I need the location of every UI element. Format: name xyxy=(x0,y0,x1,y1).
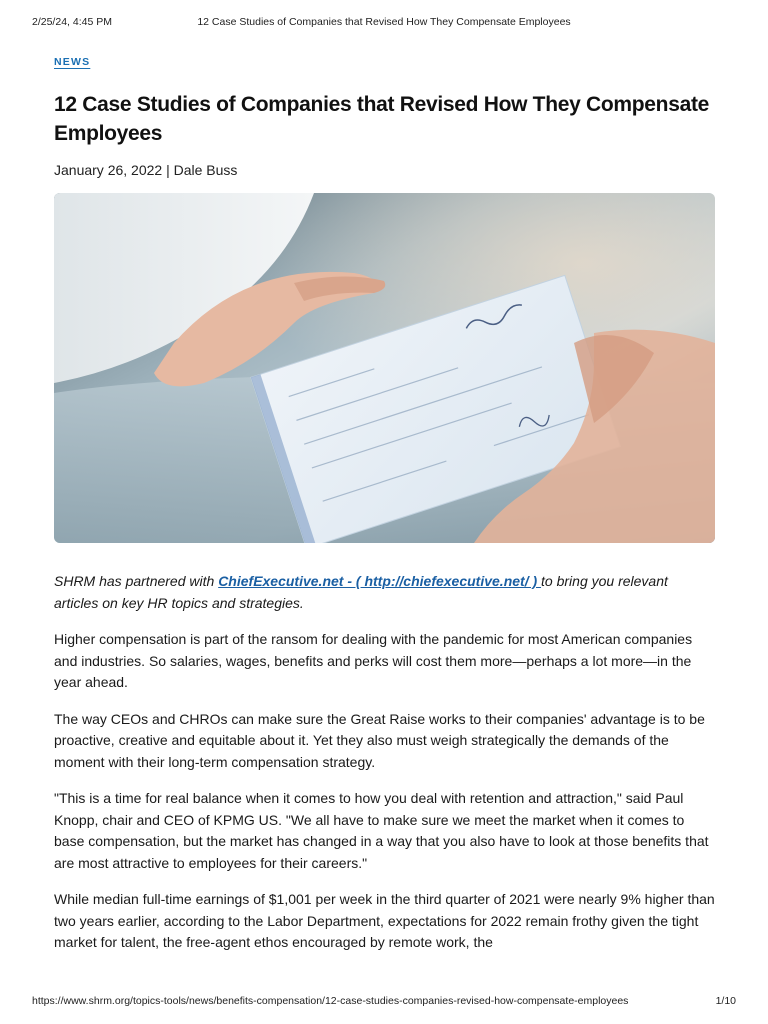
category-link[interactable]: NEWS xyxy=(54,56,91,68)
partner-intro xyxy=(54,571,716,614)
article-byline: January 26, 2022 | Dale Buss xyxy=(54,162,238,178)
paragraph: The way CEOs and CHROs can make sure the Great Raise works to their companies' advantage is to be proactive, creative and equitable about it. Yet they also must weigh strategically the demands of the moment with their long-term compensation strategy. xyxy=(54,710,705,770)
print-header xyxy=(32,16,736,30)
paycheck-photo xyxy=(54,193,715,543)
page-number: 1/10 xyxy=(715,995,736,1007)
paragraph: "This is a time for real balance when it comes to how you deal with retention and attraction," said Paul Knopp, chair and CEO of KPMG US. "We all have to make sure we meet the market when it comes to base compensation, but the market has changed in a way that you also have to look at those benefits that are most attractive to employees for their careers." xyxy=(54,790,709,871)
intro-suffix: to bring you relevant articles on key HR topics and strategies. xyxy=(54,573,668,611)
chiefexecutive-link[interactable]: ChiefExecutive.net - ( http://chiefexecutive.net/ ) xyxy=(218,573,542,589)
print-url: https://www.shrm.org/topics-tools/news/benefits-compensation/12-case-studies-companies-revised-how-compensate-employees xyxy=(32,995,629,1007)
print-document-title: 12 Case Studies of Companies that Revised How They Compensate Employees xyxy=(197,16,571,28)
article xyxy=(54,52,716,969)
paragraph: While median full-time earnings of $1,001 per week in the third quarter of 2021 were nearly 9% higher than two years earlier, according to the Labor Department, expectations for 2022 remain frothy given the tight market for talent, the free-agent ethos encouraged by remote work, the xyxy=(54,891,715,950)
article-title: 12 Case Studies of Companies that Revised How They Compensate Employees xyxy=(54,93,710,145)
print-footer xyxy=(32,995,736,1009)
paragraph: Higher compensation is part of the ransom for dealing with the pandemic for most American companies and industries. So salaries, wages, benefits and perks will cost them more—perhaps a lot more—in the year ahead. xyxy=(54,631,693,690)
hero-image xyxy=(54,193,715,543)
print-datetime: 2/25/24, 4:45 PM xyxy=(32,16,112,28)
intro-prefix: SHRM has partnered with xyxy=(54,573,219,589)
article-body xyxy=(54,571,716,954)
